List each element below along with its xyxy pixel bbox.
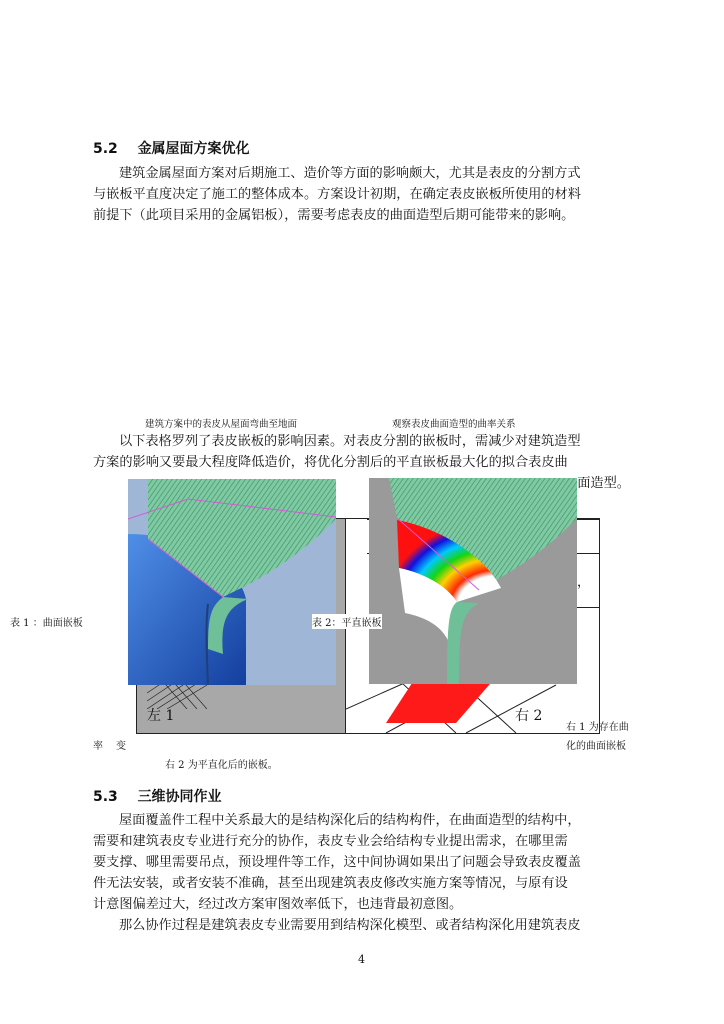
label-table1: 表 1 ：曲面嵌板: [10, 618, 83, 629]
para-line: 计意图偏差过大，经过改方案审图效率低下，也违背最初意图。: [93, 897, 463, 912]
label-change: 变: [116, 741, 126, 752]
para-line: 面造型。: [577, 476, 630, 491]
note-right1-a: 右 1 为存在曲: [566, 722, 629, 733]
section-5-2-heading: [93, 138, 250, 158]
comma-mark: ，: [577, 575, 591, 590]
para-line: 前提下（此项目采用的金属铝板），需要考虑表皮的曲面造型后期可能带来的影响。: [93, 208, 575, 223]
para-line: 要支撑、哪里需要吊点，预设埋件等工作，这中间协调如果出了问题会导致表皮覆盖: [93, 855, 581, 870]
section-number: 5.3: [93, 789, 118, 805]
section-title: 三维协同作业: [137, 789, 222, 805]
caption-left-top: 建筑方案中的表皮从屋面弯曲至地面: [145, 419, 298, 430]
curvature-analysis-image: [369, 478, 577, 684]
section-5-2-paragraph: [93, 163, 633, 226]
para-line: 建筑金属屋面方案对后期施工、造价等方面的影响颇大，尤其是表皮的分割方式: [119, 166, 581, 181]
label-table2: 表 2：平直嵌板: [312, 614, 382, 629]
para-line: 方案的影响又要最大程度降低造价，将优化分割后的平直嵌板最大化的拟合表皮曲: [93, 455, 568, 470]
section-5-3-paragraph: [93, 810, 633, 936]
para-line: 以下表格罗列了表皮嵌板的影响因素。对表皮分割的嵌板时，需减少对建筑造型: [119, 434, 581, 449]
section-5-3-heading: [93, 786, 222, 806]
curvature-render: [369, 478, 577, 684]
para-line: 需要和建筑表皮专业进行充分的协作，表皮专业会给结构专业提出需求，在哪里需: [93, 834, 568, 849]
note-right2: 右 2 为平直化后的嵌板。: [165, 760, 278, 771]
section-title: 金属屋面方案优化: [137, 141, 250, 157]
para-line: 与嵌板平直度决定了施工的整体成本。方案设计初期，在确定表皮嵌板所使用的材料: [93, 187, 581, 202]
section-number: 5.2: [93, 141, 118, 157]
label-left1: 左 1: [147, 708, 175, 724]
curved-surface-render: [128, 479, 336, 685]
table-row-line: [577, 607, 599, 608]
label-right2: 右 2: [515, 708, 543, 724]
caption-right-top: 观察表皮曲面造型的曲率关系: [392, 419, 516, 430]
para-line: 屋面覆盖件工程中关系最大的是结构深化后的结构构件，在曲面造型的结构中，: [119, 813, 581, 828]
curved-surface-image: [128, 479, 336, 685]
para-line: 那么协作过程是建筑表皮专业需要用到结构深化模型、或者结构深化用建筑表皮: [119, 918, 581, 933]
note-right1-b: 化的曲面嵌板: [566, 741, 626, 752]
label-rate: 率: [93, 741, 103, 752]
para-line: 件无法安装，或者安装不准确，甚至出现建筑表皮修改实施方案等情况，与原有设: [93, 876, 568, 891]
page-number: 4: [358, 953, 365, 966]
